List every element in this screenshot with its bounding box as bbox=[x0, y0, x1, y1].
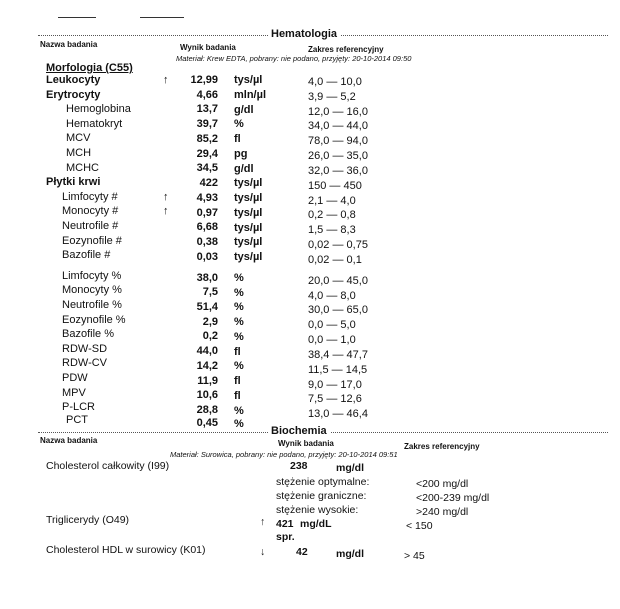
test-value: 12,99 bbox=[190, 74, 218, 86]
test-unit: % bbox=[234, 301, 244, 314]
test-reference: 7,5 — 12,6 bbox=[308, 393, 362, 406]
test-value: 29,4 bbox=[196, 147, 218, 160]
cholesterol-name: Cholesterol całkowity (I99) bbox=[46, 460, 170, 472]
test-reference: 0,0 — 5,0 bbox=[308, 319, 356, 332]
test-unit: fl bbox=[234, 133, 241, 146]
hdl-ref: > 45 bbox=[404, 550, 425, 562]
test-unit: g/dl bbox=[234, 103, 254, 116]
test-unit: % bbox=[234, 316, 244, 329]
hematology-title: Hematologia bbox=[268, 28, 340, 40]
test-unit: tys/µl bbox=[234, 221, 263, 234]
test-value: 44,0 bbox=[196, 345, 218, 358]
test-name: PDW bbox=[62, 372, 88, 384]
test-unit: tys/µl bbox=[234, 74, 263, 86]
test-value: 85,2 bbox=[196, 132, 218, 145]
level-ref: <200-239 mg/dl bbox=[416, 492, 490, 504]
test-unit: tys/µl bbox=[234, 236, 263, 249]
level-ref: >240 mg/dl bbox=[416, 506, 469, 518]
test-name: Limfocyty % bbox=[62, 269, 122, 282]
test-reference: 0,0 — 1,0 bbox=[308, 334, 356, 347]
hdl-unit: mg/dl bbox=[336, 548, 364, 560]
test-name: MPV bbox=[62, 386, 86, 399]
test-value: 0,97 bbox=[196, 206, 218, 219]
test-name: Neutrofile # bbox=[62, 220, 119, 232]
test-value: 14,2 bbox=[196, 359, 218, 372]
test-value: 10,6 bbox=[196, 389, 218, 402]
test-unit: tys/µl bbox=[234, 206, 263, 219]
test-unit: mln/µl bbox=[234, 88, 267, 101]
test-value: 422 bbox=[199, 177, 218, 190]
flag-high-icon: ↑ bbox=[163, 205, 169, 218]
test-name: MCV bbox=[66, 132, 91, 145]
test-reference: 13,0 — 46,4 bbox=[308, 408, 368, 421]
material-line: Materiał: Krew EDTA, pobrany: nie podano, przyjęty: 20-10-2014 09:50 bbox=[176, 54, 412, 63]
test-value: 2,9 bbox=[202, 315, 218, 328]
flag-high-icon: ↑ bbox=[163, 74, 169, 86]
test-reference: 38,4 — 47,7 bbox=[308, 348, 368, 361]
test-reference: 20,0 — 45,0 bbox=[308, 274, 368, 287]
test-value: 34,5 bbox=[196, 162, 218, 175]
test-name: Bazofile % bbox=[62, 328, 114, 341]
test-unit: fl bbox=[234, 345, 241, 358]
test-name: Monocyty # bbox=[62, 205, 119, 218]
test-name: P-LCR bbox=[62, 401, 96, 414]
test-value: 51,4 bbox=[196, 301, 218, 314]
flag-high-icon: ↑ bbox=[163, 190, 169, 203]
test-unit: % bbox=[234, 360, 244, 373]
scan-mark bbox=[58, 17, 96, 18]
test-reference: 4,0 — 8,0 bbox=[308, 289, 356, 302]
test-name: Płytki krwi bbox=[46, 176, 101, 189]
level-label: stężenie wysokie: bbox=[276, 504, 359, 516]
test-reference: 32,0 — 36,0 bbox=[308, 164, 368, 177]
test-reference: 2,1 — 4,0 bbox=[308, 194, 356, 207]
biochemistry-title: Biochemia bbox=[268, 425, 330, 437]
hdl-name: Cholesterol HDL w surowicy (K01) bbox=[46, 544, 206, 556]
flag-high-icon: ↑ bbox=[260, 516, 266, 528]
test-unit: % bbox=[234, 404, 244, 417]
test-reference: 26,0 — 35,0 bbox=[308, 150, 368, 163]
test-name: Limfocyty # bbox=[62, 190, 118, 203]
test-value: 6,68 bbox=[196, 221, 218, 234]
test-unit: % bbox=[234, 417, 244, 430]
test-unit: g/dl bbox=[234, 162, 254, 175]
test-unit: fl bbox=[234, 375, 241, 388]
test-name: Erytrocyty bbox=[46, 88, 101, 101]
test-name: Bazofile # bbox=[62, 249, 111, 262]
test-name: RDW-CV bbox=[62, 357, 108, 370]
test-value: 38,0 bbox=[196, 271, 218, 284]
test-reference: 0,2 — 0,8 bbox=[308, 209, 356, 222]
col-name-header: Nazwa badania bbox=[40, 436, 98, 445]
level-label: stężenie optymalne: bbox=[276, 476, 370, 488]
test-value: 0,45 bbox=[196, 416, 218, 429]
test-reference: 12,0 — 16,0 bbox=[308, 105, 368, 118]
test-name: Eozynofile # bbox=[62, 234, 122, 247]
test-unit: fl bbox=[234, 390, 241, 402]
col-name-header: Nazwa badania bbox=[40, 40, 98, 49]
cholesterol-value: 238 bbox=[290, 460, 308, 472]
test-name: Hematokryt bbox=[66, 117, 123, 130]
test-reference: 30,0 — 65,0 bbox=[308, 304, 368, 317]
test-value: 0,03 bbox=[196, 250, 218, 263]
test-unit: % bbox=[234, 330, 244, 343]
col-result-header: Wynik badania bbox=[180, 43, 236, 52]
test-reference: 0,02 — 0,1 bbox=[308, 253, 362, 266]
test-value: 11,9 bbox=[197, 374, 218, 387]
test-value: 13,7 bbox=[196, 103, 218, 116]
test-reference: 34,0 — 44,0 bbox=[308, 120, 368, 133]
col-ref-header: Zakres referencyjny bbox=[308, 45, 384, 54]
test-unit: tys/µl bbox=[234, 177, 263, 190]
triglycerides-unit: mg/dL bbox=[300, 518, 332, 530]
test-unit: tys/µl bbox=[234, 192, 263, 205]
test-reference: 0,02 — 0,75 bbox=[308, 239, 368, 252]
test-name: MCH bbox=[66, 147, 92, 159]
test-name: Eozynofile % bbox=[62, 313, 126, 326]
test-reference: 78,0 — 94,0 bbox=[308, 135, 368, 148]
triglycerides-value: 421 bbox=[276, 518, 294, 530]
test-value: 7,5 bbox=[202, 286, 218, 299]
test-reference: 3,9 — 5,2 bbox=[308, 90, 356, 103]
test-reference: 150 — 450 bbox=[308, 179, 362, 192]
test-unit: % bbox=[234, 118, 244, 131]
scan-mark bbox=[140, 17, 184, 18]
test-name: RDW-SD bbox=[62, 342, 108, 355]
test-value: 28,8 bbox=[196, 404, 218, 417]
test-name: Monocyty % bbox=[62, 284, 122, 297]
triglycerides-note: spr. bbox=[276, 531, 295, 543]
section-title: Morfologia (C55) bbox=[46, 62, 133, 74]
test-reference: 1,5 — 8,3 bbox=[308, 224, 356, 237]
triglycerides-name: Triglicerydy (O49) bbox=[46, 514, 130, 526]
test-name: Neutrofile % bbox=[62, 299, 122, 311]
test-value: 4,66 bbox=[196, 88, 218, 101]
triglycerides-ref: < 150 bbox=[406, 520, 433, 532]
test-reference: 11,5 — 14,5 bbox=[308, 363, 368, 376]
test-value: 0,38 bbox=[196, 236, 218, 249]
hdl-value: 42 bbox=[296, 546, 308, 558]
test-name: PCT bbox=[66, 413, 88, 426]
test-unit: % bbox=[234, 286, 244, 299]
test-value: 0,2 bbox=[202, 330, 218, 343]
test-unit: % bbox=[234, 271, 244, 284]
level-label: stężenie graniczne: bbox=[276, 490, 367, 502]
test-name: Leukocyty bbox=[46, 74, 101, 86]
col-result-header: Wynik badania bbox=[278, 439, 334, 448]
test-name: MCHC bbox=[66, 161, 99, 174]
level-ref: <200 mg/dl bbox=[416, 478, 469, 490]
test-reference: 9,0 — 17,0 bbox=[308, 378, 362, 391]
test-value: 39,7 bbox=[196, 118, 218, 131]
test-unit: tys/µl bbox=[234, 251, 263, 264]
flag-low-icon: ↓ bbox=[260, 546, 266, 558]
cholesterol-unit: mg/dl bbox=[336, 462, 364, 474]
test-unit: pg bbox=[234, 147, 248, 160]
col-ref-header: Zakres referencyjny bbox=[404, 442, 480, 451]
test-value: 4,93 bbox=[196, 191, 218, 204]
test-name: Hemoglobina bbox=[66, 103, 131, 116]
test-reference: 4,0 — 10,0 bbox=[308, 76, 362, 88]
material-line: Materiał: Surowica, pobrany: nie podano, przyjęty: 20-10-2014 09:51 bbox=[170, 450, 398, 459]
